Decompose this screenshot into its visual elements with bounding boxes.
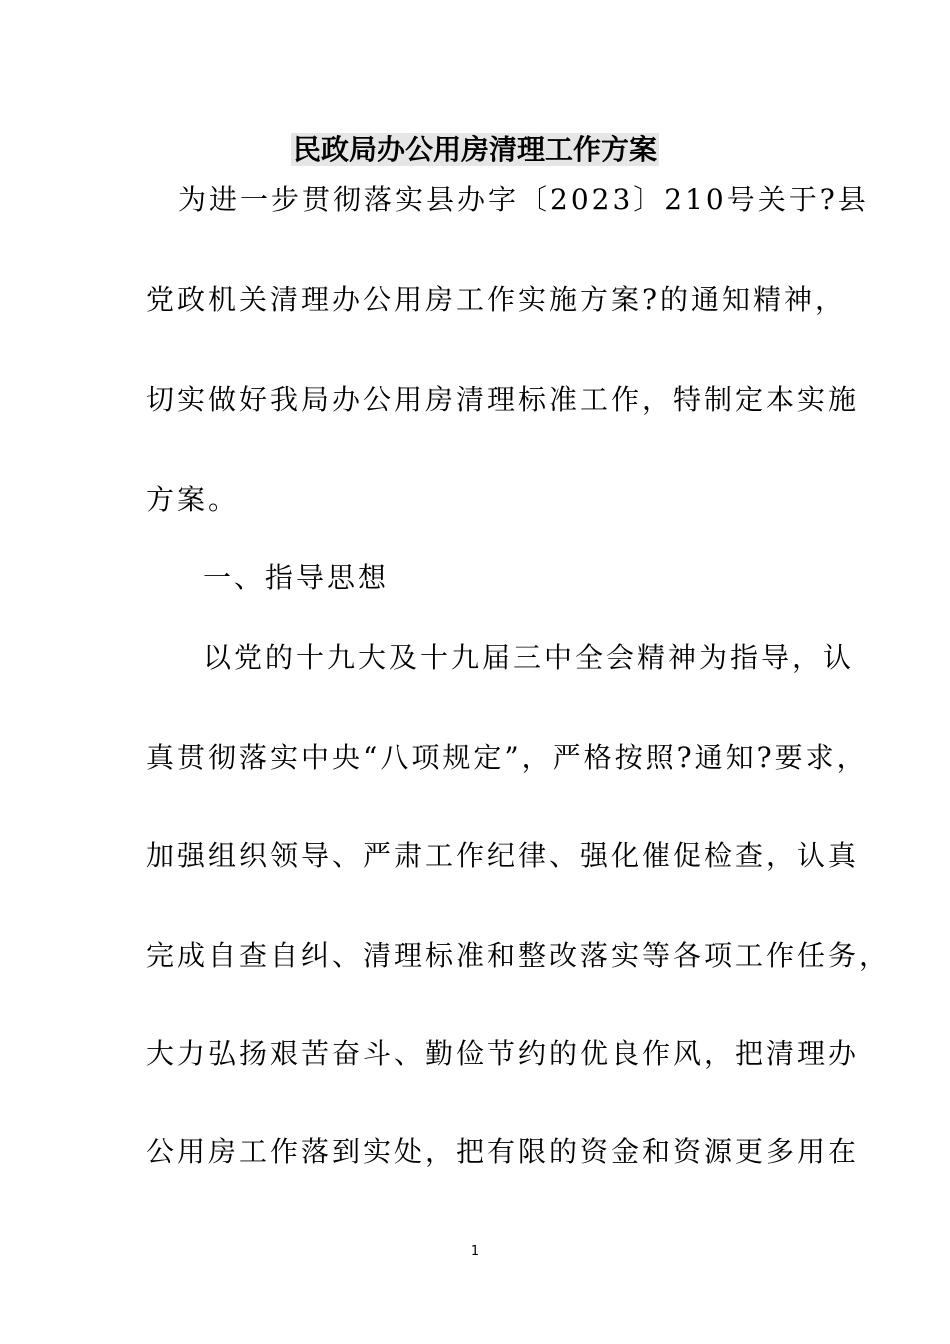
paragraph-line-9: 大力弘扬艰苦奋斗、勤俭节约的优良作风，把清理办 — [146, 1037, 860, 1070]
paragraph-line-5: 以党的十九大及十九届三中全会精神为指导，认 — [203, 641, 855, 674]
document-title-text: 民政局办公用房清理工作方案 — [292, 133, 657, 166]
paragraph-line-1: 为进一步贯彻落实县办字〔2023〕210号关于?县 — [178, 183, 869, 216]
paragraph-line-2: 党政机关清理办公用房工作实施方案?的通知精神， — [146, 283, 847, 316]
page-number: 1 — [470, 1244, 480, 1259]
section-heading-guiding-ideology: 一、指导思想 — [203, 561, 390, 594]
paragraph-line-4: 方案。 — [146, 483, 240, 516]
paragraph-line-7: 加强组织领导、严肃工作纪律、强化催促检查，认真 — [146, 839, 860, 872]
paragraph-line-10: 公用房工作落到实处，把有限的资金和资源更多用在 — [146, 1135, 860, 1168]
document-title — [0, 130, 950, 170]
paragraph-line-8: 完成自查自纠、清理标准和整改落实等各项工作任务， — [146, 939, 891, 972]
paragraph-line-6: 真贯彻落实中央“八项规定”，严格按照?通知?要求， — [146, 741, 868, 774]
paragraph-line-3: 切实做好我局办公用房清理标准工作，特制定本实施 — [146, 383, 860, 416]
